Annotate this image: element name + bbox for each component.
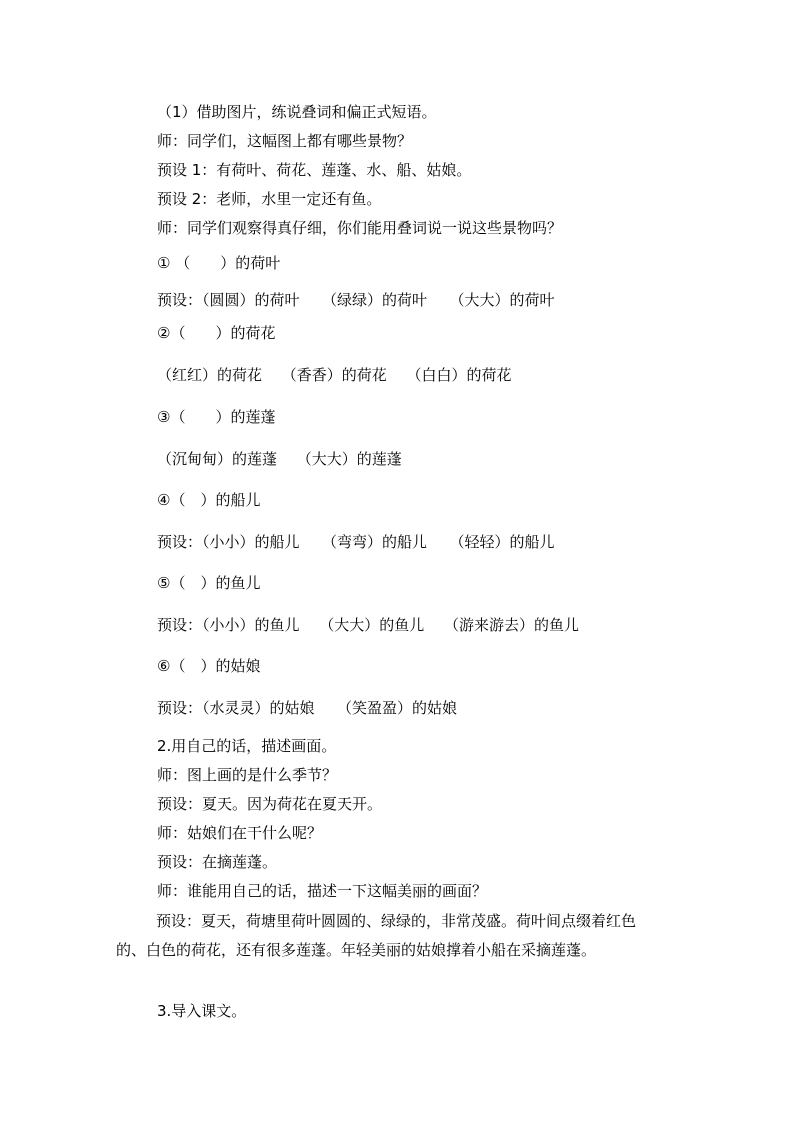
section-heading-2: 2.用自己的话，描述画面。: [157, 737, 337, 755]
teacher-question: 师：图上画的是什么季节？: [157, 766, 338, 784]
teacher-question: 师：同学们，这幅图上都有哪些景物？: [157, 132, 413, 150]
teacher-question: 师：谁能用自己的话，描述一下这幅美丽的画面？: [157, 882, 488, 900]
preset-answer: 预设 1：有荷叶、荷花、莲蓬、水、船、姑娘。: [157, 161, 472, 179]
exercise-item: ① （ ）的荷叶: [157, 254, 281, 272]
teacher-question: 师：姑娘们在干什么呢？: [157, 824, 323, 842]
preset-answer: 预设：（圆圆）的荷叶 （绿绿）的荷叶 （大大）的荷叶: [157, 291, 555, 309]
preset-answer: 预设 2：老师，水里一定还有鱼。: [157, 190, 382, 208]
exercise-item: ③（ ）的莲蓬: [157, 408, 276, 426]
section-heading-1: （1）借助图片，练说叠词和偏正式短语。: [157, 103, 437, 121]
preset-answer: 预设：（水灵灵）的姑娘 （笑盈盈）的姑娘: [157, 699, 458, 717]
preset-answer: 预设：夏天。因为荷花在夏天开。: [157, 795, 383, 813]
preset-answer: （沉甸甸）的莲蓬 （大大）的莲蓬: [157, 450, 402, 468]
preset-paragraph: 预设：夏天，荷塘里荷叶圆圆的、绿绿的，非常茂盛。荷叶间点缀着红色的、白色的荷花，还有很多莲蓬。年轻美丽的姑娘撑着小船在采摘莲蓬。: [116, 912, 637, 959]
section-heading-3: 3.导入课文。: [157, 1002, 247, 1020]
preset-answer: 预设：（小小）的船儿 （弯弯）的船儿 （轻轻）的船儿: [157, 533, 555, 551]
preset-answer: 预设：（小小）的鱼儿 （大大）的鱼儿 （游来游去）的鱼儿: [157, 616, 580, 634]
teacher-question: 师：同学们观察得真仔细，你们能用叠词说一说这些景物吗？: [157, 219, 563, 237]
preset-answer: 预设：在摘莲蓬。: [157, 853, 278, 871]
exercise-item: ②（ ）的荷花: [157, 324, 276, 342]
preset-answer: （红红）的荷花 （香香）的荷花 （白白）的荷花: [157, 366, 512, 384]
exercise-item: ④（ ）的船儿: [157, 491, 261, 509]
exercise-item: ⑥（ ）的姑娘: [157, 657, 261, 675]
exercise-item: ⑤（ ）的鱼儿: [157, 574, 261, 592]
